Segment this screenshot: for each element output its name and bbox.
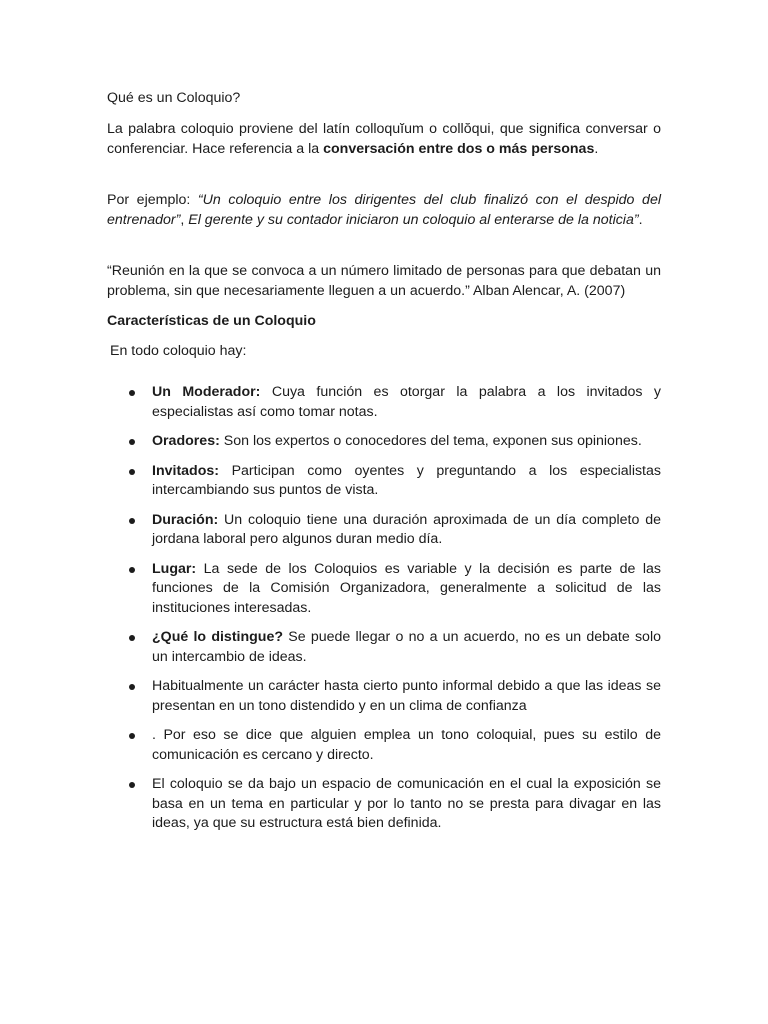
bullet-icon [129, 733, 135, 739]
example-prefix: Por ejemplo: [107, 192, 198, 208]
list-item-text: Participan como oyentes y preguntando a los especialistas intercambiando sus puntos de vista. [152, 462, 661, 498]
characteristics-list [107, 383, 661, 834]
list-item [107, 511, 661, 550]
document-page [107, 88, 661, 844]
definition-text: La palabra coloquio proviene del latín colloquĭum o collŏqui, que significa conversar o conferenciar. Hace referencia a la [107, 121, 661, 157]
definition-paragraph [107, 119, 661, 159]
definition-end: . [594, 141, 599, 157]
bullet-icon [129, 439, 135, 445]
list-item [107, 383, 661, 422]
section-heading: Características de un Coloquio [107, 313, 316, 329]
list-item-text: . Por eso se dice que alguien emplea un tono coloquial, pues su estilo de comunicación es cercano y directo. [152, 727, 661, 763]
bullet-icon [129, 684, 135, 690]
list-item-text: Un coloquio tiene una duración aproximada de un día completo de jordana laboral pero algunos duran medio día. [152, 511, 661, 547]
example-separator: , [180, 212, 189, 228]
list-item-label: Invitados: [152, 462, 220, 479]
list-item-label: Duración: [152, 511, 219, 528]
bullet-icon [129, 469, 135, 475]
list-item [107, 775, 661, 834]
list-item-label: Un Moderador: [152, 384, 261, 400]
example-paragraph [107, 190, 661, 230]
list-item [107, 628, 661, 667]
list-item-text: Son los expertos o conocedores del tema, exponen sus opiniones. [219, 433, 642, 449]
bullet-icon [129, 518, 135, 524]
list-item [107, 432, 661, 452]
bullet-icon [129, 635, 135, 641]
bullet-icon [129, 390, 135, 396]
list-item-text: La sede de los Coloquios es variable y la decisión es parte de las funciones de la Comisión Organizadora, generalmente a solicitud de las instituciones interesadas. [152, 560, 661, 616]
list-item [107, 726, 661, 765]
list-item-text: El coloquio se da bajo un espacio de comunicación en el cual la exposición se basa en un tema en particular y por lo tanto no se presta para divagar en las ideas, ya que su estructura está bien definida. [152, 776, 661, 831]
list-item [107, 462, 661, 501]
section-intro: En todo coloquio hay: [110, 343, 247, 359]
list-item-label: Oradores: [152, 433, 220, 449]
list-item-label: Lugar: [152, 560, 197, 577]
list-item [107, 677, 661, 716]
list-item-label: ¿Qué lo distingue? [152, 629, 284, 645]
list-item-text: Se puede llegar o no a un acuerdo, no es un debate solo un intercambio de ideas. [152, 629, 661, 665]
list-item-text: Habitualmente un carácter hasta cierto punto informal debido a que las ideas se presentan en un tono distendido y en un clima de confianza [152, 678, 661, 714]
example-italic-2: El gerente y su contador iniciaron un coloquio al enterarse de la noticia” [188, 212, 639, 228]
bullet-icon [129, 782, 135, 788]
list-item [107, 560, 661, 619]
example-end: . [638, 212, 643, 228]
bullet-icon [129, 567, 135, 573]
example-italic-1: “Un coloquio entre los dirigentes del club finalizó con el despido del entrenador” [107, 192, 661, 228]
quote-paragraph: “Reunión en la que se convoca a un número limitado de personas para que debatan un problema, sin que necesariamente lleguen a un acuerdo.” Alban Alencar, A. (2007) [107, 263, 661, 299]
document-title: Qué es un Coloquio? [107, 90, 241, 106]
definition-bold: conversación entre dos o más personas [323, 141, 595, 157]
list-item-text: Cuya función es otorgar la palabra a los invitados y especialistas así como tomar notas. [152, 384, 662, 420]
